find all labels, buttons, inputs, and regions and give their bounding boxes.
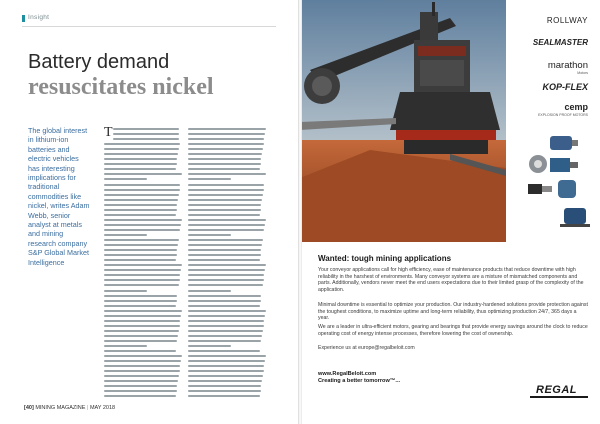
greeked-text-line [104, 204, 177, 206]
greeked-text-line [104, 345, 147, 347]
greeked-text-line [188, 295, 261, 297]
standfirst: The global interest in lithium-ion batteries and electric vehicles has interesting implications for traditional commodities like nickel, writes Adam Webb, senior analyst at metals and mining research company S&P Global Market Intelligence [28, 126, 90, 267]
greeked-text-line [188, 254, 261, 256]
greeked-text-line [188, 168, 260, 170]
rollway-logo: ROLLWAY [546, 16, 588, 25]
greeked-text-line [188, 269, 265, 271]
drop-cap: T [104, 125, 113, 140]
greeked-text-line [104, 340, 177, 342]
greeked-text-line [188, 279, 264, 281]
greeked-text-line [188, 300, 261, 302]
greeked-text-line [104, 184, 180, 186]
gearbox-icon [550, 158, 578, 172]
greeked-text-line [188, 305, 260, 307]
greeked-text-line [104, 360, 181, 362]
greeked-text-line [188, 224, 265, 226]
page-gutter [298, 0, 302, 424]
greeked-text-line [188, 385, 261, 387]
greeked-text-line [104, 385, 177, 387]
mining-machine-photo [300, 0, 506, 242]
greeked-text-line [104, 370, 180, 372]
greeked-text-line [104, 209, 177, 211]
greeked-text-line [104, 153, 178, 155]
greeked-text-line [104, 259, 176, 261]
greeked-text-line [188, 375, 263, 377]
greeked-text-line [104, 320, 180, 322]
greeked-text-line [104, 274, 180, 276]
greeked-text-line [188, 199, 262, 201]
ad-tagline: Creating a better tomorrow™... [318, 378, 401, 384]
greeked-text-line [104, 249, 177, 251]
greeked-text-line [188, 310, 266, 312]
greeked-text-line [104, 158, 177, 160]
greeked-text-line [188, 163, 261, 165]
greeked-text-line [188, 209, 261, 211]
greeked-text-line [104, 219, 182, 221]
greeked-text-line [188, 365, 264, 367]
headline-line-2: resuscitates nickel [28, 74, 214, 100]
sealmaster-logo: SEALMASTER [532, 38, 588, 47]
greeked-text-line [113, 133, 179, 135]
greeked-text-line [188, 370, 264, 372]
greeked-text-line [104, 189, 180, 191]
regal-logo-underline [530, 396, 588, 398]
kopflex-logo: KOP-FLEX [542, 82, 588, 92]
greeked-text-line [188, 229, 264, 231]
website-link[interactable]: www.RegalBeloit.com [318, 371, 377, 377]
greeked-text-line [104, 229, 180, 231]
ad-paragraph-1: Your conveyor applications call for high efficiency, ease of maintenance products that reduce downtime with high reliability in the harshest of environments. Many conveyor systems are a mixture of mismatched components and parts. Additionally, vendors never meet the end users expectations due to their limited grasp of the complexity of the application. [318, 267, 584, 293]
ad-paragraph-3: We are a leader in ultra-efficient motors, gearing and bearings that provide energy savings around the clock to reduce operating cost of energy intense processes, therefore lowering the cost of ownership. [318, 324, 588, 337]
greeked-text-line [188, 335, 262, 337]
greeked-text-line [188, 189, 264, 191]
greeked-text-line [104, 168, 176, 170]
coupling-icon [528, 184, 552, 194]
industrial-motor-icon [560, 208, 590, 227]
greeked-text-line [104, 264, 182, 266]
greeked-text-line [104, 244, 178, 246]
ad-paragraph-2: Minimal downtime is essential to optimize your production. Our industry-hardened solutions provide protection against the toughest conditions, to maximize uptime and long-term reliability, thus optimizing production 24/7, 365 days a year. [318, 302, 588, 321]
greeked-text-line [188, 214, 260, 216]
greeked-text-line [104, 279, 180, 281]
greeked-text-line [113, 128, 179, 130]
greeked-text-line [104, 375, 179, 377]
greeked-text-line [104, 355, 182, 357]
greeked-text-line [188, 204, 261, 206]
bucket-wheel-reclaimer-illustration [300, 0, 506, 242]
greeked-text-line [188, 274, 264, 276]
greeked-text-line [104, 300, 177, 302]
section-label: Insight [28, 14, 50, 21]
greeked-text-line [188, 320, 264, 322]
ad-contact-line: Experience us at europe@regalbeloit.com [318, 345, 415, 351]
greeked-text-line [104, 380, 178, 382]
greeked-text-line [188, 340, 261, 342]
greeked-text-line [188, 138, 264, 140]
greeked-text-line [188, 234, 231, 236]
greeked-text-line [188, 325, 264, 327]
body-column-2 [188, 128, 266, 401]
greeked-text-line [188, 184, 264, 186]
greeked-text-line [188, 153, 262, 155]
greeked-text-line [104, 194, 179, 196]
headline-line-1: Battery demand [28, 51, 170, 73]
greeked-text-line [104, 325, 180, 327]
greeked-text-line [104, 239, 179, 241]
greeked-text-line [104, 335, 178, 337]
greeked-text-line [188, 360, 265, 362]
page-folio [24, 405, 115, 411]
greeked-text-line [104, 234, 147, 236]
cemp-sublabel: EXPLOSION PROOF MOTORS [538, 113, 588, 117]
greeked-text-line [104, 163, 177, 165]
greeked-text-line [104, 224, 181, 226]
section-marker [22, 15, 25, 22]
marathon-sublabel: Motors [577, 71, 588, 75]
greeked-text-line [104, 173, 182, 175]
greeked-text-line [104, 199, 178, 201]
greeked-text-line [104, 310, 182, 312]
greeked-text-line [104, 390, 177, 392]
greeked-text-line [188, 178, 231, 180]
product-icons [506, 128, 600, 242]
pump-motor-icon [558, 180, 576, 198]
greeked-text-line [104, 330, 179, 332]
greeked-text-line [104, 269, 181, 271]
marathon-logo: marathon [547, 60, 588, 71]
greeked-text-line [104, 365, 180, 367]
greeked-text-line [188, 173, 266, 175]
cemp-logo: cemp [564, 102, 588, 112]
issue-date: MAY 2018 [89, 405, 116, 411]
greeked-text-line [188, 194, 263, 196]
page-number: [40] [24, 405, 34, 411]
greeked-text-line [104, 178, 147, 180]
greeked-text-line [188, 264, 266, 266]
greeked-text-line [188, 345, 231, 347]
greeked-text-line [188, 249, 261, 251]
greeked-text-line [104, 290, 147, 292]
greeked-text-line [104, 350, 176, 352]
greeked-text-line [113, 138, 179, 140]
folio-separator: | [86, 405, 90, 411]
greeked-text-line [188, 350, 260, 352]
greeked-text-line [188, 355, 266, 357]
greeked-text-line [188, 259, 260, 261]
greeked-text-line [104, 214, 176, 216]
greeked-text-line [104, 315, 181, 317]
greeked-text-line [188, 330, 263, 332]
greeked-text-line [104, 148, 179, 150]
publication-name: MINING MAGAZINE [35, 405, 86, 411]
greeked-text-line [188, 390, 261, 392]
body-column-1 [104, 128, 182, 401]
greeked-text-line [188, 128, 266, 130]
greeked-text-line [188, 219, 266, 221]
greeked-text-line [188, 395, 260, 397]
greeked-text-line [188, 148, 263, 150]
greeked-text-line [188, 244, 262, 246]
greeked-text-line [188, 380, 262, 382]
greeked-text-line [188, 315, 265, 317]
greeked-text-line [188, 290, 231, 292]
greeked-text-line [104, 305, 176, 307]
greeked-text-line [188, 284, 263, 286]
header-rule [22, 26, 276, 27]
greeked-text-line [104, 395, 176, 397]
greeked-text-line [188, 143, 264, 145]
bearing-icon [529, 155, 547, 173]
greeked-text-line [104, 143, 180, 145]
motor-icon [550, 136, 578, 150]
ad-headline: Wanted: tough mining applications [318, 254, 452, 263]
regal-logo: REGAL [536, 384, 577, 396]
greeked-text-line [104, 295, 177, 297]
greeked-text-line [188, 158, 261, 160]
greeked-text-line [188, 239, 263, 241]
greeked-text-line [188, 133, 265, 135]
greeked-text-line [104, 254, 177, 256]
greeked-text-line [104, 284, 179, 286]
